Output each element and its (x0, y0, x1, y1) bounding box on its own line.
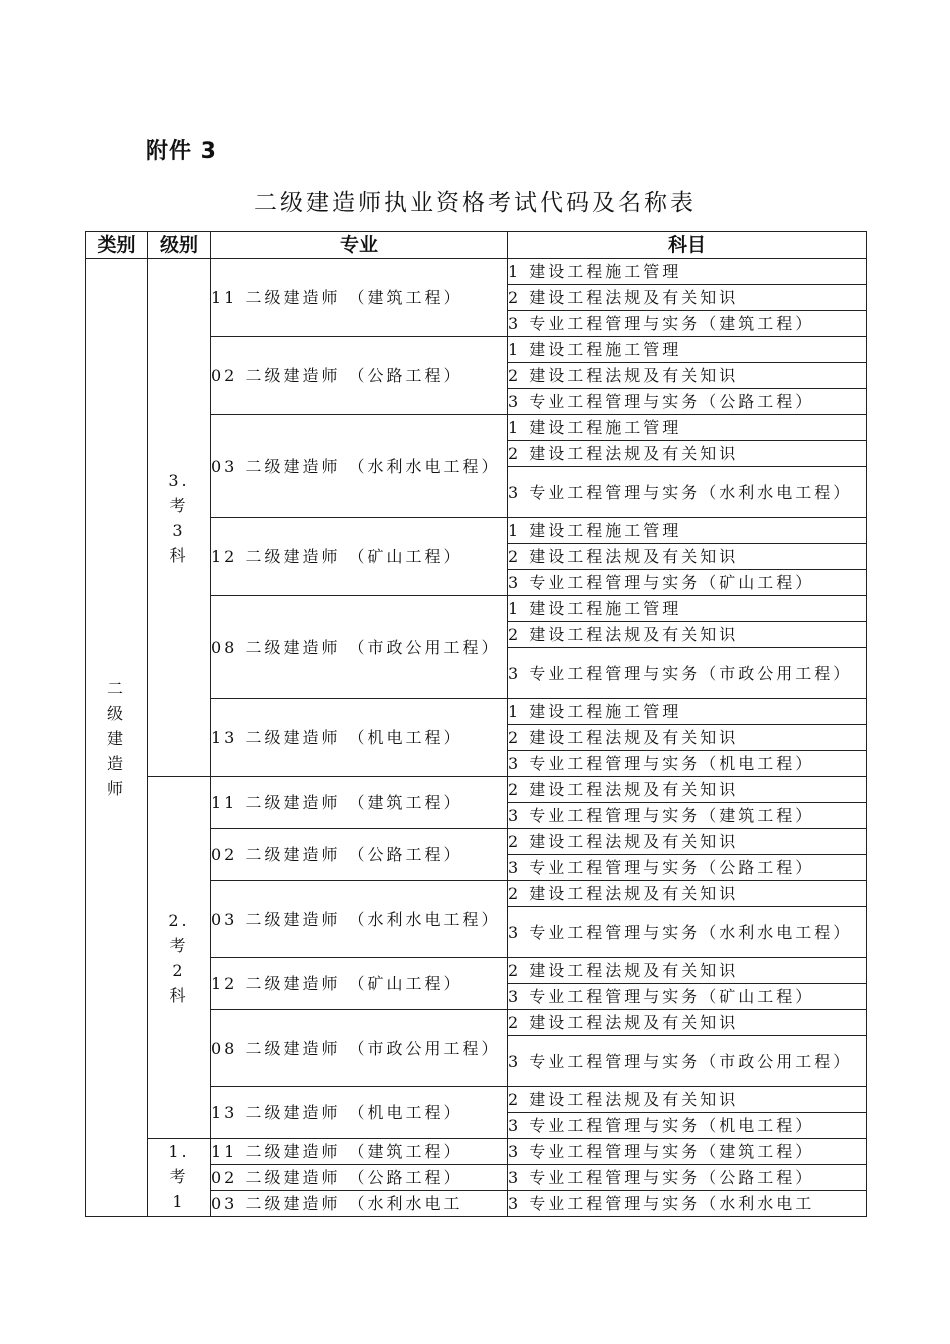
major-cell: 11 二级建造师 （建筑工程） (211, 259, 508, 337)
attachment-label: 附件 3 (146, 139, 217, 164)
major-cell: 08 二级建造师 （市政公用工程） (211, 1010, 508, 1087)
subject-cell: 1 建设工程施工管理 (508, 259, 867, 285)
subject-cell: 3 专业工程管理与实务（公路工程） (508, 389, 867, 415)
table-row (86, 777, 867, 803)
major-cell: 11 二级建造师 （建筑工程） (211, 1139, 508, 1165)
header-level: 级别 (148, 232, 211, 259)
subject-cell: 2 建设工程法规及有关知识 (508, 958, 867, 984)
subject-cell: 3 专业工程管理与实务（机电工程） (508, 751, 867, 777)
major-cell: 03 二级建造师 （水利水电工程） (211, 415, 508, 518)
subject-cell: 3 专业工程管理与实务（水利水电工程） (508, 907, 867, 958)
subject-cell: 2 建设工程法规及有关知识 (508, 725, 867, 751)
major-cell: 12 二级建造师 （矿山工程） (211, 518, 508, 596)
header-row (86, 232, 867, 259)
subject-cell: 3 专业工程管理与实务（公路工程） (508, 855, 867, 881)
subject-cell: 3 专业工程管理与实务（矿山工程） (508, 570, 867, 596)
exam-code-table (85, 231, 867, 1217)
subject-cell: 3 专业工程管理与实务（建筑工程） (508, 1139, 867, 1165)
subject-cell: 3 专业工程管理与实务（公路工程） (508, 1165, 867, 1191)
page-title: 二级建造师执业资格考试代码及名称表 (254, 190, 696, 216)
subject-cell: 3 专业工程管理与实务（水利水电工 (508, 1191, 867, 1217)
major-cell: 02 二级建造师 （公路工程） (211, 337, 508, 415)
major-cell: 11 二级建造师 （建筑工程） (211, 777, 508, 829)
major-cell: 13 二级建造师 （机电工程） (211, 699, 508, 777)
major-cell: 12 二级建造师 （矿山工程） (211, 958, 508, 1010)
subject-cell: 2 建设工程法规及有关知识 (508, 285, 867, 311)
subject-cell: 2 建设工程法规及有关知识 (508, 544, 867, 570)
subject-cell: 3 专业工程管理与实务（建筑工程） (508, 311, 867, 337)
subject-cell: 2 建设工程法规及有关知识 (508, 829, 867, 855)
level-cell: 2.考2科 (148, 777, 211, 1139)
major-cell: 02 二级建造师 （公路工程） (211, 829, 508, 881)
subject-cell: 2 建设工程法规及有关知识 (508, 777, 867, 803)
subject-cell: 1 建设工程施工管理 (508, 596, 867, 622)
subject-cell: 2 建设工程法规及有关知识 (508, 881, 867, 907)
header-subject: 科目 (508, 232, 867, 259)
level-cell: 1.考1 (148, 1139, 211, 1217)
subject-cell: 1 建设工程施工管理 (508, 337, 867, 363)
header-major: 专业 (211, 232, 508, 259)
major-cell: 02 二级建造师 （公路工程） (211, 1165, 508, 1191)
major-cell: 03 二级建造师 （水利水电工 (211, 1191, 508, 1217)
subject-cell: 3 专业工程管理与实务（机电工程） (508, 1113, 867, 1139)
level-cell: 3.考3科 (148, 259, 211, 777)
subject-cell: 3 专业工程管理与实务（水利水电工程） (508, 467, 867, 518)
table-row (86, 259, 867, 285)
subject-cell: 2 建设工程法规及有关知识 (508, 622, 867, 648)
subject-cell: 2 建设工程法规及有关知识 (508, 1087, 867, 1113)
subject-cell: 2 建设工程法规及有关知识 (508, 441, 867, 467)
subject-cell: 3 专业工程管理与实务（市政公用工程） (508, 1036, 867, 1087)
subject-cell: 3 专业工程管理与实务（市政公用工程） (508, 648, 867, 699)
header-category: 类别 (86, 232, 148, 259)
subject-cell: 2 建设工程法规及有关知识 (508, 1010, 867, 1036)
category-cell: 二级建造师 (86, 259, 148, 1217)
major-cell: 03 二级建造师 （水利水电工程） (211, 881, 508, 958)
table-row (86, 1139, 867, 1165)
major-cell: 13 二级建造师 （机电工程） (211, 1087, 508, 1139)
subject-cell: 3 专业工程管理与实务（建筑工程） (508, 803, 867, 829)
major-cell: 08 二级建造师 （市政公用工程） (211, 596, 508, 699)
subject-cell: 1 建设工程施工管理 (508, 699, 867, 725)
subject-cell: 3 专业工程管理与实务（矿山工程） (508, 984, 867, 1010)
subject-cell: 1 建设工程施工管理 (508, 518, 867, 544)
subject-cell: 2 建设工程法规及有关知识 (508, 363, 867, 389)
subject-cell: 1 建设工程施工管理 (508, 415, 867, 441)
